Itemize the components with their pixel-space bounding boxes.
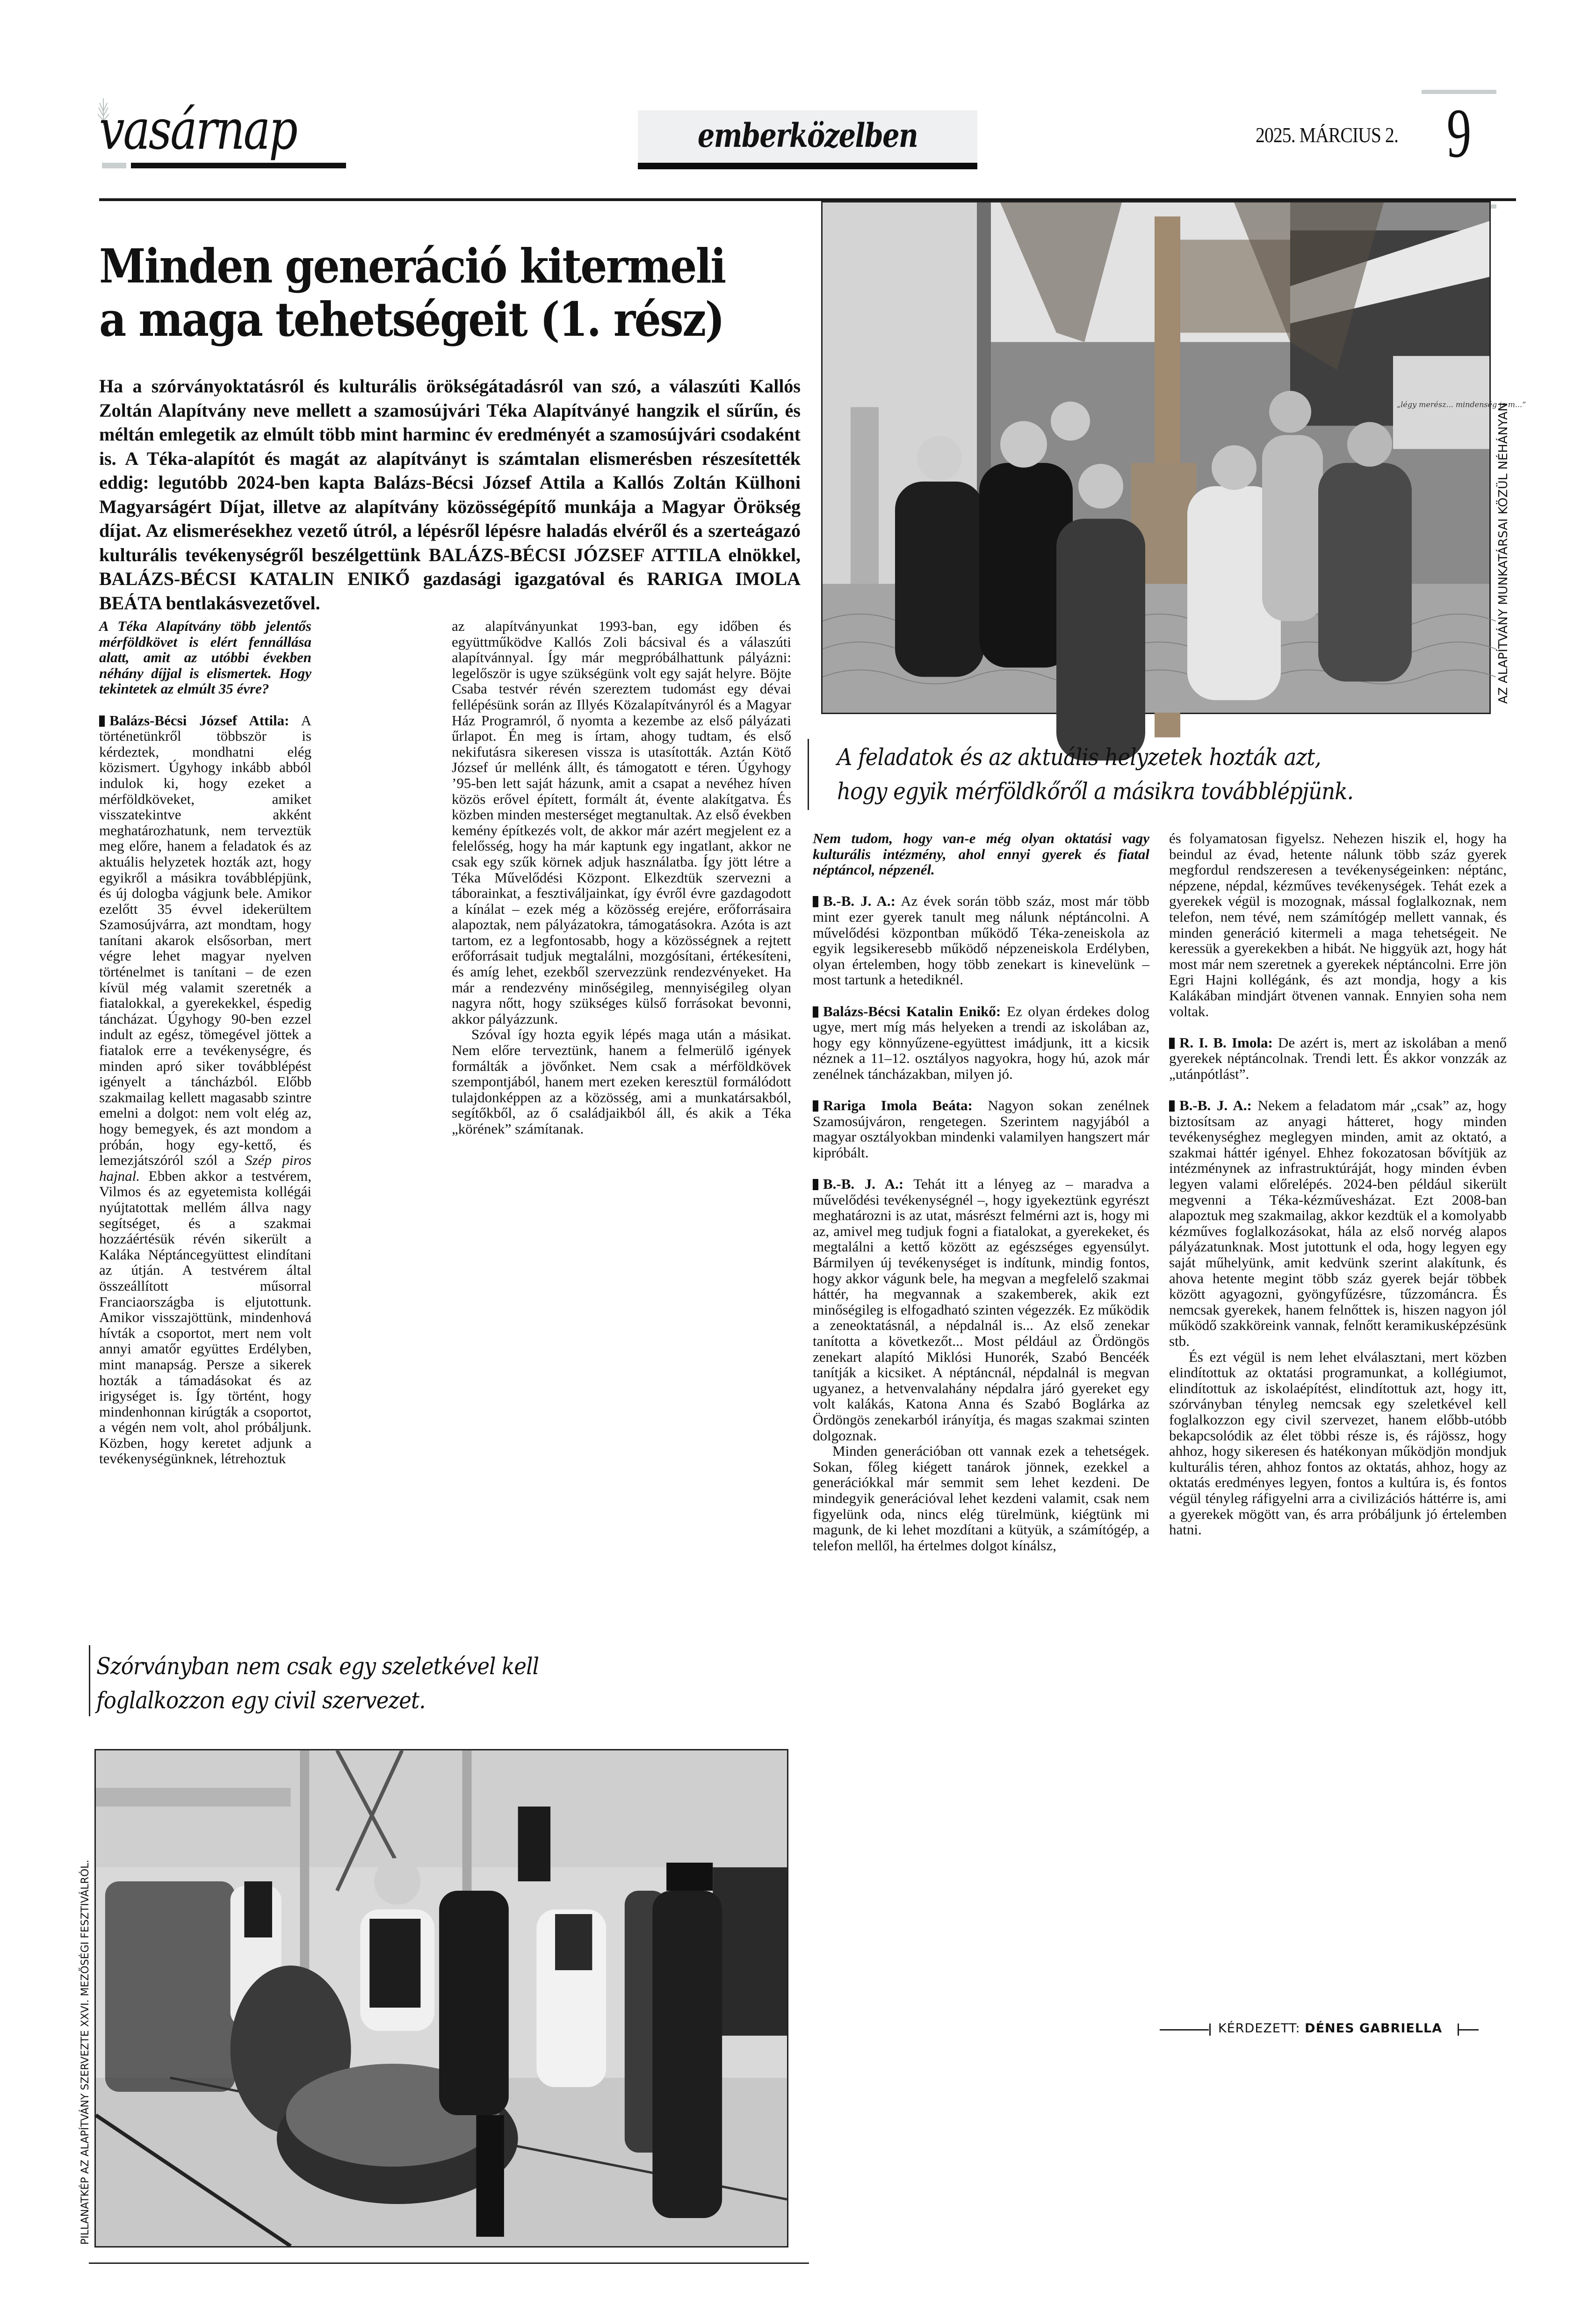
pull-quote-line: foglalkozzon egy civil szervezet.	[96, 1687, 426, 1714]
group-photo-caption: AZ ALAPÍTVÁNY MUNKATÁRSAI KÖZÜL NÉHÁNYAN	[1496, 402, 1510, 704]
paragraph: Minden generációban ott vannak ezek a tehetségek. Sokan, főleg kiégett tanárok jönnek, ezekkel a generációkkal már semmit sem lehet kezdeni. De mindegyik generációval lehet kezdeni valamit, csak nem figyelünk oda, nincs elég türelmünk, kiégtünk mi magunk, de ki lehet mozdítani a kütyük, a számítógép, a telefon mellől, ha értelmes dolgot kínálsz,	[813, 1443, 1149, 1554]
article-title-line-1: Minden generáció kitermeli	[99, 239, 725, 294]
answer-text-continued: Ebben akkor a testvérem, Vilmos és az egyetemista kollégái nyújtatottak mellém állva nagy segítséget, és a szakmai hozzáértésük révén sikerült a Kaláka Néptáncegyüttest elindítani az útján. A testvérem által összeállított műsorral Franciaországba is eljutottunk. Amikor visszajöttünk, mindenhová hívták a csoportot, mert nem volt annyi amatőr együttes Erdélyben, mint manapság. Persze a sikerek hozták a támadásokat és az irigységet is. Így történt, hogy mindenhonnan kirúgták a csoportot, a végén nem volt, ahol próbáljunk. Közben, hogy keretet adjunk a tevékenységünknek, létrehoztuk	[99, 1167, 311, 1467]
byline-author: DÉNES GABRIELLA	[1305, 2021, 1443, 2036]
article-column-3	[813, 831, 1149, 2051]
newspaper-logo	[99, 97, 342, 172]
answer-text: Nagyon sokan zenélnek Szamosújváron, rengetegen. Szerintem nagyjából a magyar osztályokban mindenki valamilyen hangszert már kipróbált.	[813, 1097, 1149, 1161]
byline-rule-left	[1160, 2029, 1209, 2031]
section-label-box	[638, 110, 977, 163]
pull-quote-rule	[808, 739, 809, 810]
interview-question: A Téka Alapítvány több jelentős mérföldkövet is elért fennállása alatt, amit az utóbbi években néhány díjjal is elismertek. Hogy tekintetek az elmúlt 35 évre?	[99, 618, 311, 697]
speaker-marker-icon	[813, 1100, 818, 1112]
answer-text: Ez olyan érdekes dolog ugye, mert míg más helyeken a trendi az iskolában az, hogy egy könnyűzene-együttest imádjunk, itt a kicsik néznek a 11–12. osztályos nagyokra, hogy hú, azok már zenélnek táncházakban, milyen jó.	[813, 1003, 1149, 1082]
interview-answer	[813, 1098, 1149, 1160]
paragraph: Szóval így hozta egyik lépés maga után a másikat. Nem előre terveztünk, hanem a felmerülő igények formálták a jövőnket. Nem csak a mérföldkövek szempontjából, hanem mert ezeken keresztül formálódott tulajdonképpen az a közösség, ami a munkatársakból, segítőkből, az ő családjaikból áll, és akik a Téka „körének” számítanak.	[452, 1026, 791, 1137]
pull-quote-line: A feladatok és az aktuális helyzetek hozták azt,	[837, 744, 1321, 771]
paragraph: az alapítványunkat 1993-ban, egy időben és együttműködve Kallós Zoli bácsival és a válaszúti alapítvánnyal. Így már megpróbálhattunk pályázni: legelőször is ugye szükségünk volt egy saját helyre. Böjte Csaba testvér révén szereztem tudomást egy dévai fellépésünk során az Illyés Közalapítványról és a Magyar Ház Programról, ő nyomta a kezembe az első pályázati űrlapot. Én meg is írtam, ahogy tudtam, és első nekifutásra sikeresen vissza is utasították. Aztán Kötő József úr mellénk állt, és támogatott e téren. Úgyhogy ’95-ben lett saját házunk, amit a csapat a nevéhez híven közös erővel épített, formált át, évente alakítgatva. És közben minden mesterséget megtanultak. Az első években kemény építkezés volt, de akkor már azért megjelent ez a felelősség, hogy ha már kaptunk egy ingatlant, akkor ne csak egy szűk körnek adjuk használatba. Így jött létre a Téka Művelődési Központ. Elkezdtük szervezni a táborainkat, a fesztiváljainkat, így évről évre gazdagodott a kínálat – ezek még a közösség erejére, erőforrásaira alapoztak, nem pályázatokra, támogatásokra. Azóta is azt tartom, ez a legfontosabb, hogy a közösségnek a rejtett erőforrásait tudjuk megtalálni, mozgósítani, értékesíteni, és amíg lehet, ezekből szervezzünk rendezvényeket. Ha már a rendezvény minőségileg, mennyiségileg olyan nagyra nőtt, hogy szükséges külső forrásokat bevonni, akkor pályázzunk.	[452, 618, 791, 1027]
logo-underline	[131, 163, 346, 168]
article-title-line-2: a maga tehetségeit (1. rész)	[99, 292, 724, 347]
pull-quote-line: hogy egyik mérföldkőről a másikra továbblépjünk.	[837, 778, 1354, 805]
song-title: Szép piros hajnal.	[99, 1152, 311, 1184]
folk-dance-photo	[94, 1749, 788, 2248]
dance-photo-caption: PILLANATKÉP AZ ALAPÍTVÁNY SZERVEZTE XXVI. MEZŐSÉGI FESZTIVÁLRÓL.	[79, 1859, 91, 2245]
paragraph: És ezt végül is nem lehet elválasztani, mert közben elindítottuk az oktatási programunkat, a kollégiumot, elindítottuk az iskolaépítést, elindítottuk azt, hogy itt, szórványban tényleg nemcsak egy szeletkével kell foglalkozzon egy civil szervezet, hanem előbb-utóbb bekapcsolódik az élet többi része is, és rájössz, hogy ahhoz, hogy sikeresen és hatékonyan működjön mondjuk kulturális téren, ahhoz fontos az oktatás, ahhoz, hogy az oktatás eredményes legyen, fontos a kultúra is, és fontos végül tényleg ráfigyelni arra a civilizációs háttérre is, ami a gyerekek mögött van, és arra próbáljunk jó értelemben hatni.	[1169, 1348, 1507, 1538]
folk-dance-photo-image	[96, 1750, 787, 2246]
interview-answer	[1169, 1035, 1507, 1082]
speaker-marker-icon	[813, 1179, 818, 1190]
page-number: 9	[1446, 94, 1472, 172]
speaker-marker-icon	[1169, 1038, 1175, 1049]
photo-sign-text: „légy merész... mindenség is m...”	[1397, 400, 1526, 409]
interview-answer	[813, 1176, 1149, 1443]
bottom-divider	[89, 2262, 809, 2264]
interview-answer	[99, 713, 311, 1467]
article-column-1	[99, 618, 311, 1619]
paragraph: és folyamatosan figyelsz. Nehezen hiszik el, hogy ha beindul az évad, hetente nálunk több száz gyerek megfordul rendszeresen a tevékenységeinken: néptánc, népzene, népdal, kézműves tevékenységek. Tehát ezek a gyerekek végül is mozognak, mással foglalkoznak, nem telefon, nem tévé, nem számítógép mellett vannak, és minden generáció kitermeli a maga tehetségeit. Ne keressük a gyerekekben a hibát. Ne higgyük azt, hogy hát most már nem szeretnek a gyerekek néptáncolni. Erre jön Egri Hajni kollégánk, és azt mondja, hogy a kis Kalákában mindjárt ötvenen vannak. Ennyien soha nem voltak.	[1169, 830, 1507, 1019]
answer-text: A történetünkről többször is kérdeztek, mondhatni elég közismert. Úgyhogy inkább abból indulok ki, hogy ezeket a mérföldköveket, amiket visszatekintve akként meghatározhatunk, nem terveztük meg előre, hanem a feladatok és az aktuális helyzetek hozták azt, hogy egyikről a másikra továbblépjünk, és új dologba vágjunk bele. Amikor ezelőtt 35 évvel idekerültem Szamosújvárra, azt mondtam, hogy tanítani akarok elsősorban, mert végre lehet magyar nyelven történelmet is tanítani – de ezen kívül még valamit szeretnék a fiatalokkal, a gyerekekkel, éspedig táncházat. Úgyhogy 90-ben ezzel indult az egész, tömegével jöttek a fiatalok erre a tevékenységre, és minden apró siker továbblépést igényelt a táncházból. Előbb szakmailag kellett magasabb szintre emelni a dolgot: nem volt elég az, hogy bemegyek, és azt mondom a próbán, hogy egy-kettő, és lemezjátszóról szól a	[99, 712, 311, 1169]
interview-answer	[813, 893, 1149, 988]
pull-quote	[96, 1649, 744, 1718]
speaker-name: B.-B. J. A.:	[1179, 1097, 1252, 1114]
speaker-marker-icon	[99, 716, 105, 727]
logo-accent-bar	[102, 163, 126, 168]
article-lead: Ha a szórványoktatásról és kulturális örökségátadásról van szó, a válaszúti Kallós Zoltán Alapítvány neve mellett a szamosújvári Téka Alapítványé hangzik el sűrűn, és méltán emlegetik az elmúlt több mint harminc év eredményét a szamosújvári csodaként is. A Téka-alapítót és magát az alapítványt is számtalan elismerésben részesítették eddig: legutóbb 2024-ben kapta Balázs-Bécsi József Attila a Kallós Zoltán Külhoni Magyarságért Díjat, illetve az alapítvány közösségépítő munkája a Magyar Örökség díjat. Az elismerésekhez vezető útról, a lépésről lépésre haladás elvéről és a szerteágazó kulturális tevékenységről beszélgettünk BALÁZS-BÉCSI JÓZSEF ATTILA elnökkel, BALÁZS-BÉCSI KATALIN ENIKŐ gazdasági igazgatóval és RARIGA IMOLA BEÁTA bentlakásvezetővel.	[99, 376, 801, 614]
answer-text: Nekem a feladatom már „csak” az, hogy biztosítsam az anyagi hátteret, hogy minden tevékenységhez meglegyen minden, amit az oktató, a szakmai háttér igényel. Ehhez fokozatosan bővítjük az intézménynek az infrastruktúráját, hogy minden évben legyen valami előrelépés. 2024-ben például sikerült megvenni a Téka-kézművesházat. Ezt 2008-ban alapoztuk meg szakmailag, akkor kezdtük el a komolyabb kézműves foglalkozásokat, hála az első norvég alapos pályázatunknak. Most jutottunk el oda, hogy legyen egy saját műhelyünk, amit kedvünk szerint alakítunk, és ahova hetente megint több száz gyerek bejár többek között agyagozni, gyöngyfűzésre, tűzzománcra. És nemcsak gyerekek, hanem felnőttek is, hiszen nagyon jól működő szakköreink vannak, felnőtt keramikusképzésünk stb.	[1169, 1097, 1507, 1349]
article-title	[99, 239, 730, 346]
speaker-marker-icon	[813, 896, 818, 907]
interview-question: Nem tudom, hogy van-e még olyan oktatási vagy kulturális intézmény, ahol ennyi gyerek és fiatal néptáncol, népzenél.	[813, 830, 1149, 878]
speaker-marker-icon	[813, 1006, 818, 1018]
answer-text: Az évek során több száz, most már több mint ezer gyerek tanult meg nálunk néptáncolni. A művelődési központban működő Téka-zeneiskola az egyik legsikeresebb működő népzeneiskola Erdélyben, olyan értelemben, hogy több zenekart is kinevelünk – most tartunk a hetediknél.	[813, 893, 1149, 988]
speaker-name: R. I. B. Imola:	[1179, 1034, 1273, 1051]
article-column-4	[1169, 831, 1507, 2004]
interview-answer	[1169, 1098, 1507, 1349]
answer-text: Tehát itt a lényeg az – maradva a művelődési tevékenységnél –, hogy igyekeztünk egyrészt meghatározni is az utat, másrészt felmérni azt is, hogy mi az, amivel meg tudjuk fogni a fiatalokat, a gyerekeket, és megtalálni a kettő között az egészséges egyensúlyt. Bármilyen új tevékenységet is indítunk, mindig fontos, hogy akkor vágunk bele, ha megvan a megfelelő szakmai háttér, ha megvannak a szakemberek, akik ezt minőségileg is elfogadható szinten végezzék. Ez működik a zeneoktatásnál, a népdalnál is... Az első zenekar tanította a következőt... Most például az Ördöngös zenekart alapító Miklósi Hunorék, Szabó Bencéék tanítják a kicsiket. A néptáncnál, népdalnál is megvan ugyanez, a hetvenvalahány népdalra járó gyereket egy volt kalákás, Katona Anna és Szabó Boglárka az Ördöngös zenekarból irányítja, és magas szakmai szinten dolgoznak.	[813, 1176, 1149, 1444]
interview-answer	[813, 1004, 1149, 1082]
speaker-marker-icon	[1169, 1100, 1175, 1112]
logo-wordmark: vasárnap	[99, 97, 296, 162]
issue-date: 2025. MÁRCIUS 2.	[1256, 123, 1398, 147]
byline-rule-right	[1459, 2029, 1479, 2031]
page-number-rule-top	[1422, 90, 1496, 94]
answer-text: De azért is, mert az iskolában a menő gyerekek néptáncolnak. Trendi lett. És akkor vonzzák az „utánpótlást”.	[1169, 1034, 1507, 1082]
byline-tick-left	[1209, 2024, 1211, 2036]
speaker-name: Balázs-Bécsi József Attila:	[109, 712, 289, 729]
byline-label: KÉRDEZETT:	[1218, 2021, 1300, 2036]
section-label-underline	[638, 163, 977, 169]
pull-quote-rule	[89, 1645, 90, 1716]
byline	[1160, 2018, 1515, 2041]
speaker-name: B.-B. J. A.:	[823, 893, 895, 910]
pull-quote-line: Szórványban nem csak egy szeletkével kell	[96, 1653, 539, 1680]
pull-quote	[837, 740, 1477, 809]
speaker-name: Balázs-Bécsi Katalin Enikő:	[823, 1003, 1001, 1019]
speaker-name: B.-B. J. A.:	[823, 1176, 904, 1193]
speaker-name: Rariga Imola Beáta:	[823, 1097, 973, 1114]
article-column-2	[452, 618, 791, 1619]
section-label: emberközelben	[697, 116, 918, 155]
